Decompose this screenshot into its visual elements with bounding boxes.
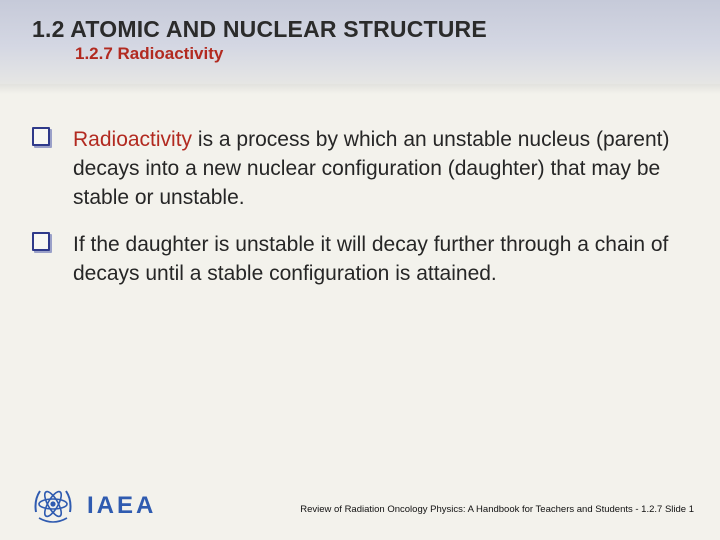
highlight-term: Radioactivity xyxy=(73,128,193,151)
iaea-logo-icon xyxy=(30,482,76,528)
logo-text: IAEA xyxy=(87,492,157,519)
checkbox-bullet-icon xyxy=(32,127,50,146)
slide-subtitle: 1.2.7 Radioactivity xyxy=(75,44,224,63)
bullet-item xyxy=(32,125,672,212)
footer-caption: Review of Radiation Oncology Physics: A Handbook for Teachers and Students - 1.2.7 Slide 1 xyxy=(300,504,694,515)
bullet-body: is a process by which an unstable nucleus (parent) decays into a new nuclear configuration (daughter) that may be stable or unstable. xyxy=(73,128,670,209)
slide-title: 1.2 ATOMIC AND NUCLEAR STRUCTURE xyxy=(32,16,487,42)
header-divider xyxy=(0,84,720,94)
bullet-item xyxy=(32,230,672,288)
bullet-text xyxy=(73,125,672,212)
bullet-text: If the daughter is unstable it will decay further through a chain of decays until a stable configuration is attained. xyxy=(73,233,669,285)
checkbox-bullet-icon xyxy=(32,232,50,251)
